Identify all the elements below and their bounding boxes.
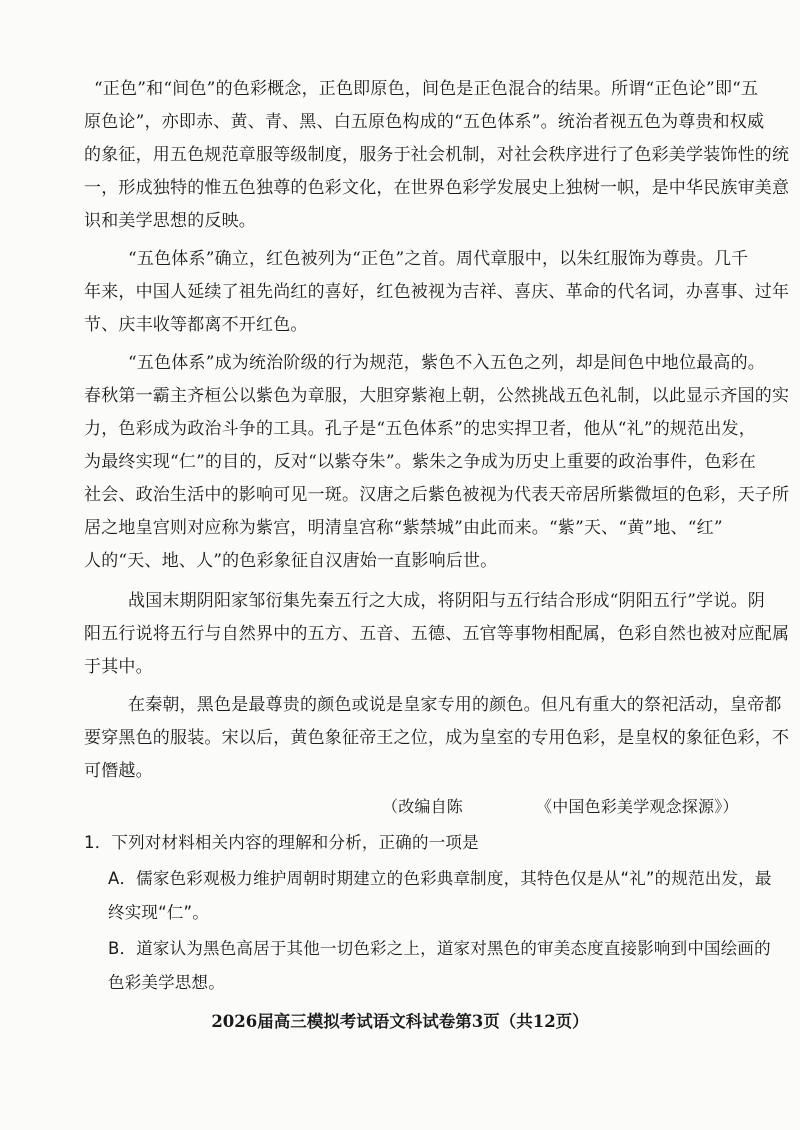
passage-p1-line-5: 识和美学思想的反映。 [84, 211, 256, 231]
passage-p4-line-1: 战国末期阴阳家邹衍集先秦五行之大成，将阴阳与五行结合形成“阴阳五行”学说。阴 [128, 591, 765, 611]
question-1-option-b-line-2: 色彩美学思想。 [108, 973, 225, 992]
page-footer: 2026届高三模拟考试语文科试卷第3页（共12页） [211, 1012, 589, 1031]
passage-p4-line-2: 阳五行说将五行与自然界中的五方、五音、五德、五官等事物相配属，色彩自然也被对应配属 [84, 624, 790, 644]
passage-p1-line-3: 的象征，用五色规范章服等级制度，服务于社会机制，对社会秩序进行了色彩美学装饰性的统 [84, 145, 790, 165]
passage-p5-line-2: 要穿黑色的服装。宋以后，黄色象征帝王之位，成为皇室的专用色彩，是皇权的象征色彩，不 [84, 728, 790, 748]
passage-p2-line-1: “五色体系”确立，红色被列为“正色”之首。周代章服中，以朱红服饰为尊贵。几千 [128, 249, 749, 269]
passage-p2-line-2: 年来，中国人延续了祖先尚红的喜好，红色被视为吉祥、喜庆、革命的代名词，办喜事、过年 [84, 282, 790, 302]
passage-p5-line-1: 在秦朝，黑色是最尊贵的颜色或说是皇家专用的颜色。但凡有重大的祭祀活动，皇帝都 [128, 695, 782, 715]
passage-p3-line-5: 社会、政治生活中的影响可见一斑。汉唐之后紫色被视为代表天帝居所紫微垣的色彩，天子所 [84, 485, 790, 505]
passage-p3-line-3: 力，色彩成为政治斗争的工具。孔子是“五色体系”的忠实捍卫者，他从“礼”的规范出发， [84, 419, 756, 439]
passage-p1-line-4: 一，形成独特的惟五色独尊的色彩文化，在世界色彩学发展史上独树一帜，是中华民族审美意 [84, 178, 790, 198]
passage-p1-line-1: “正色”和“间色”的色彩概念，正色即原色，间色是正色混合的结果。所谓“正色论”即“五 [94, 79, 759, 99]
passage-p3-line-2: 春秋第一霸主齐桓公以紫色为章服，大胆穿紫袍上朝，公然挑战五色礼制，以此显示齐国的实 [84, 386, 790, 406]
passage-p3-line-1: “五色体系”成为统治阶级的行为规范，紫色不入五色之列，却是间色中地位最高的。 [128, 353, 765, 373]
question-1-option-b-line-1: B．道家认为黑色高居于其他一切色彩之上，道家对黑色的审美态度直接影响到中国绘画的 [108, 939, 771, 958]
passage-p5-line-3: 可僭越。 [84, 761, 153, 781]
passage-p3-line-4: 为最终实现“仁”的目的，反对“以紫夺朱”。紫朱之争成为历史上重要的政治事件，色彩在 [84, 452, 756, 472]
passage-p3-line-7: 人的“天、地、人”的色彩象征自汉唐始一直影响后世。 [84, 551, 498, 571]
source-attribution-right: 《中国色彩美学观念探源》） [536, 797, 739, 816]
passage-p2-line-3: 节、庆丰收等都离不开红色。 [84, 315, 308, 335]
passage-p4-line-3: 于其中。 [84, 657, 153, 677]
question-1-option-a-line-1: A．儒家色彩观极力维护周朝时期建立的色彩典章制度，其特色仅是从“礼”的规范出发，最 [108, 869, 772, 888]
question-1-option-a-line-2: 终实现“仁”。 [108, 903, 209, 922]
passage-p1-line-2: 原色论”，亦即赤、黄、青、黑、白五原色构成的“五色体系”。统治者视五色为尊贵和权威 [84, 112, 765, 132]
source-attribution-left: （改编自陈 [382, 797, 464, 816]
passage-p3-line-6: 居之地皇宫则对应称为紫宫，明清皇宫称“紫禁城”由此而来。“紫”天、“黄”地、“红” [84, 518, 723, 538]
question-1-stem: 1．下列对材料相关内容的理解和分析，正确的一项是 [84, 833, 479, 852]
